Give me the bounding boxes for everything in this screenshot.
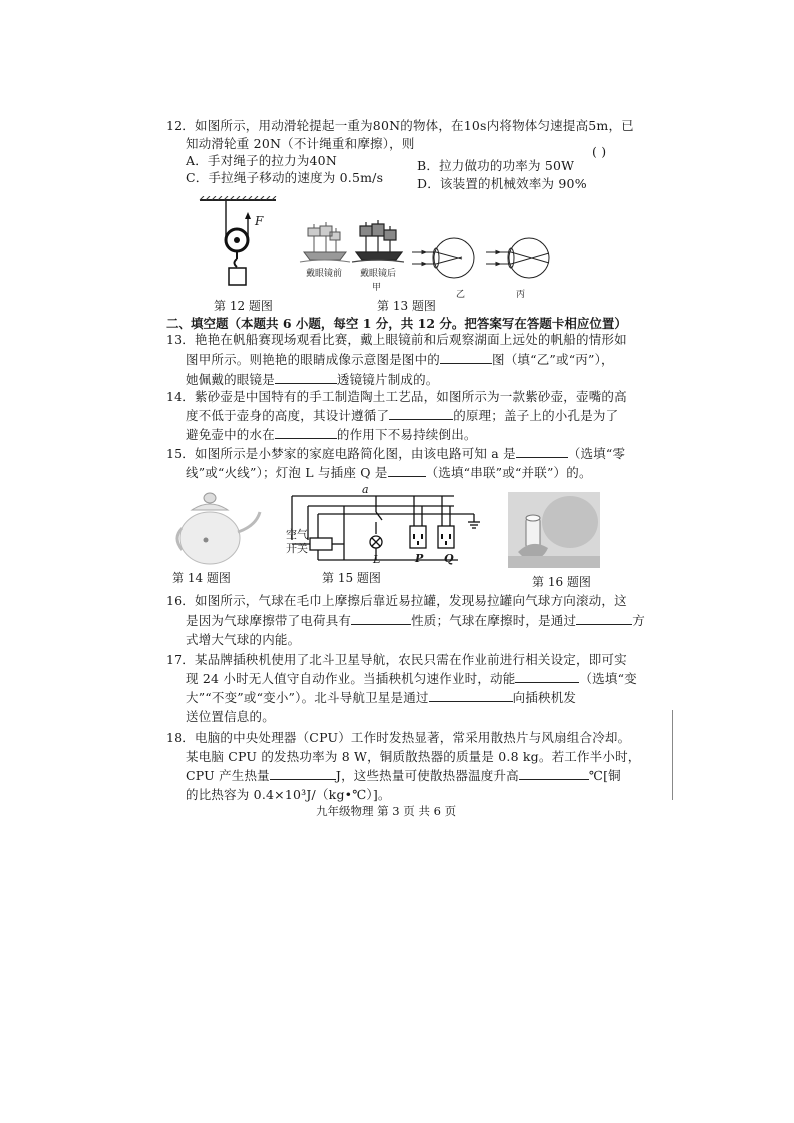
q14-line2-text-a: 度不低于壶身的高度，其设计遵循了 [186, 408, 390, 423]
q15-line1-text-b: （选填“零 [567, 446, 626, 461]
q15-line1 [166, 444, 625, 464]
q14-line3-text-a: 避免壶中的水在 [186, 427, 275, 442]
q13-blank-2[interactable] [275, 370, 337, 384]
q13-line3-text-a: 她佩戴的眼镜是 [186, 372, 275, 387]
q14-line2-text-b: 的原理；盖子上的小孔是为了 [453, 408, 619, 423]
q14-blank-1[interactable] [389, 406, 453, 420]
q18-line3-text-b: J，这些热量可使散热器温度升高 [335, 768, 519, 783]
q18-line2: 某电脑 CPU 的发热功率为 8 W，铜质散热器的质量是 0.8 kg。若工作半小时， [186, 749, 641, 764]
q15-line1-text-a: 15．如图所示是小梦家的家庭电路简化图，由该电路可知 a 是 [166, 446, 516, 461]
air-switch-label-2: 开关 [286, 542, 308, 555]
q14-line3-text-b: 的作用下不易持续倒出。 [336, 427, 477, 442]
q16-line2-text-a: 是因为气球摩擦带了电荷具有 [186, 613, 352, 628]
q17-line2-text-a: 现 24 小时无人值守自动作业。当插秧机匀速作业时，动能 [186, 671, 516, 686]
q15-line2 [186, 463, 592, 483]
q15-blank-1[interactable] [516, 444, 568, 458]
fig13-bing-label: 丙 [516, 290, 526, 300]
q15-line2-text-a: 线”或“火线”）；灯泡 L 与插座 Q 是 [186, 465, 388, 480]
q17-blank-2[interactable] [429, 688, 513, 702]
q17-line3-text-b: 向插秧机发 [512, 690, 577, 705]
q13-line2 [186, 350, 614, 370]
socket-Q-label: Q [444, 552, 454, 565]
q18-blank-2[interactable] [519, 766, 589, 780]
q17-line3 [186, 688, 576, 708]
fig12-caption: 第 12 题图 [214, 299, 273, 313]
q18-line3-text-c: ℃[铜 [588, 768, 621, 783]
scan-edge-mark [672, 710, 673, 800]
q12-line1: 12．如图所示，用动滑轮提起一重为80N的物体，在10s内将物体匀速提高5m，已 [166, 118, 634, 133]
q16-line2 [186, 611, 645, 631]
q12-option-b: B．拉力做功的功率为 50W [417, 158, 575, 173]
q17-blank-1[interactable] [515, 669, 579, 683]
q16-blank-2[interactable] [576, 611, 632, 625]
q12-answer-bracket: ( ) [592, 144, 607, 159]
q12-option-a: A．手对绳子的拉力为40N [186, 153, 337, 168]
q12-line2: 知动滑轮重 20N（不计绳重和摩擦），则 [186, 136, 415, 151]
q14-line2 [186, 406, 618, 426]
household-circuit [278, 492, 492, 564]
q17-line3-text-a: 大”“不变”或“变小”）。北斗导航卫星是通过 [186, 690, 429, 705]
q17-line4: 送位置信息的。 [186, 709, 275, 724]
socket-P-label: P [415, 552, 424, 565]
q13-line3-text-b: 透镜镜片制成的。 [336, 372, 439, 387]
q16-line3: 式增大气球的内能。 [186, 632, 301, 647]
q13-blank-1[interactable] [440, 350, 492, 364]
q17-line1: 17．某品牌插秧机使用了北斗卫星导航，农民只需在作业前进行相关设定，即可实 [166, 652, 627, 667]
section-2-heading: 二、填空题（本题共 6 小题，每空 1 分，共 12 分。把答案写在答题卡相应位置） [166, 316, 627, 331]
lamp-L-label: L [373, 553, 381, 566]
fig13-yi-label: 乙 [456, 290, 466, 300]
force-label: F [255, 214, 264, 228]
q15-blank-2[interactable] [388, 463, 426, 477]
q18-line1: 18．电脑的中央处理器（CPU）工作时发热显著，常采用散热片与风扇组合冷却。 [166, 730, 631, 745]
wire-a-label: a [362, 483, 369, 496]
q18-blank-1[interactable] [270, 766, 336, 780]
air-switch-label-1: 空气 [286, 528, 308, 541]
fig13-jia-label: 甲 [372, 283, 382, 293]
q14-line1: 14．紫砂壶是中国特有的手工制造陶土工艺品，如图所示为一款紫砂壶，壶嘴的高 [166, 389, 627, 404]
q17-line2-text-b: （选填“变 [579, 671, 637, 686]
q12-option-d: D．该装置的机械效率为 90% [417, 176, 587, 191]
before-glasses-label: 戴眼镜前 [306, 269, 343, 279]
teapot-figure [170, 490, 268, 572]
q13-line2-text-a: 图甲所示。则艳艳的眼睛成像示意图是图中的 [186, 352, 441, 367]
q18-line3-text-a: CPU 产生热量 [186, 768, 270, 783]
q13-line1: 13．艳艳在帆船赛现场观看比赛，戴上眼镜前和后观察湖面上远处的帆船的情形如 [166, 332, 627, 347]
q16-line2-text-c: 方 [632, 613, 645, 628]
fig16-caption: 第 16 题图 [532, 575, 591, 589]
q13-line2-text-b: 图（填“乙”或“丙”）， [492, 352, 614, 367]
eye-diagrams [412, 232, 562, 288]
after-glasses-label: 戴眼镜后 [360, 269, 397, 279]
q16-line2-text-b: 性质；气球在摩擦时，是通过 [411, 613, 577, 628]
q17-line2 [186, 669, 637, 689]
q18-line3 [186, 766, 621, 786]
fig14-caption: 第 14 题图 [172, 571, 231, 585]
page-footer: 九年级物理 第 3 页 共 6 页 [316, 804, 457, 818]
q16-line1: 16．如图所示，气球在毛巾上摩擦后靠近易拉罐，发现易拉罐向气球方向滚动，这 [166, 593, 627, 608]
pulley-figure [198, 196, 278, 296]
fig13-caption: 第 13 题图 [377, 299, 436, 313]
q12-option-c: C．手拉绳子移动的速度为 0.5m/s [186, 170, 384, 185]
q14-blank-2[interactable] [275, 425, 337, 439]
q18-line4: 的比热容为 0.4×10³J/（kg•℃）]。 [186, 787, 391, 802]
fig15-caption: 第 15 题图 [322, 571, 381, 585]
q16-blank-1[interactable] [351, 611, 411, 625]
q15-line2-text-b: （选填“串联”或“并联”）的。 [425, 465, 592, 480]
balloon-can-photo [508, 492, 600, 568]
q14-line3 [186, 425, 477, 445]
